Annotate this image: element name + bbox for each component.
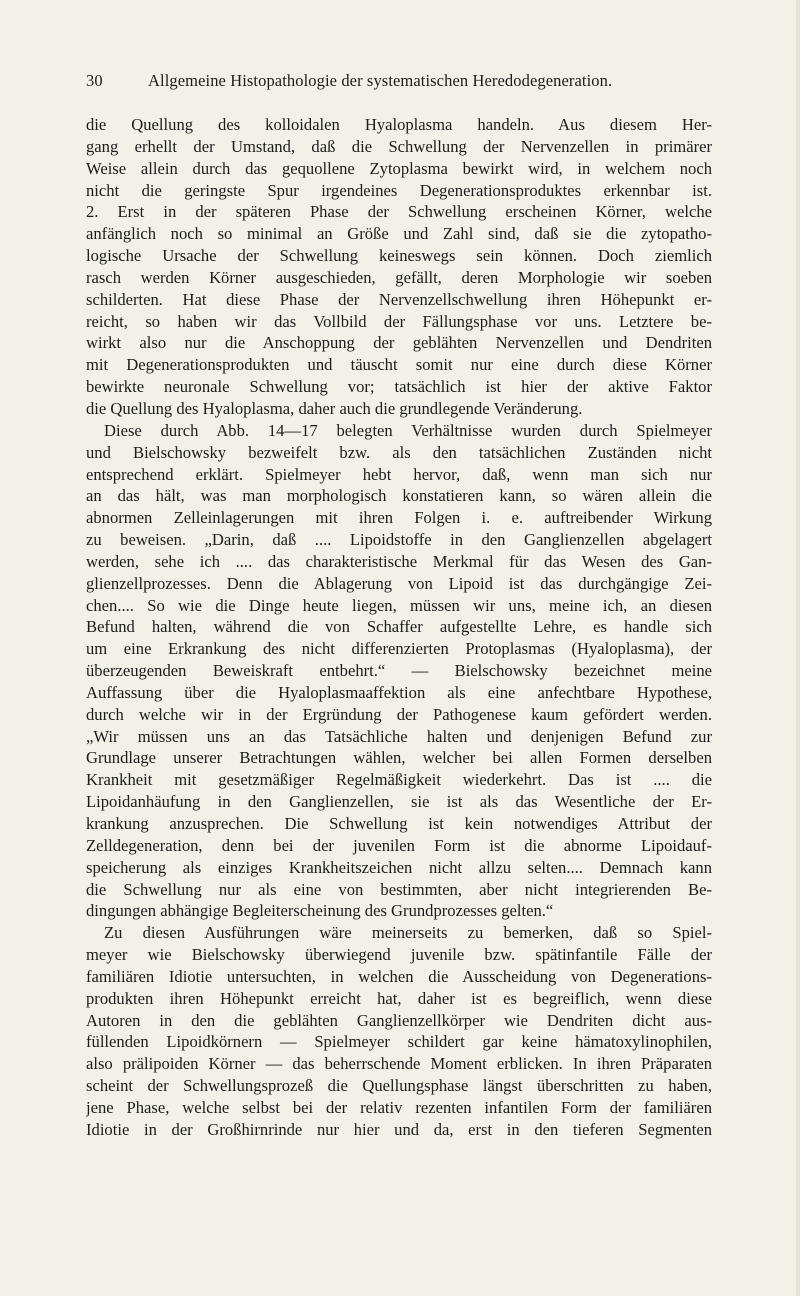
body-text	[86, 114, 712, 1141]
text-line: Weise allein durch das gequollene Zytoplasma bewirkt wird, in welchem noch	[86, 158, 712, 178]
text-line: schilderten. Hat diese Phase der Nervenzellschwellung ihren Höhepunkt er-	[86, 289, 712, 309]
text-line: reicht, so haben wir das Vollbild der Fällungsphase vor uns. Letztere be-	[86, 311, 712, 331]
text-line: also prälipoiden Körner — das beherrschende Moment erblicken. In ihren Präparaten	[86, 1054, 712, 1074]
running-header	[86, 71, 712, 91]
text-line: logische Ursache der Schwellung keineswegs sein können. Doch ziemlich	[86, 246, 712, 266]
page-number: 30	[86, 71, 103, 90]
text-line: speicherung als einziges Krankheitszeichen nicht allzu selten.... Demnach kann	[86, 857, 712, 877]
text-line: 2. Erst in der späteren Phase der Schwellung erscheinen Körner, welche	[86, 202, 712, 222]
text-line: „Wir müssen uns an das Tatsächliche halten und denjenigen Befund zur	[86, 726, 712, 746]
text-line: Autoren in den die geblähten Ganglienzellkörper wie Dendriten dicht aus-	[86, 1010, 712, 1030]
text-line: scheint der Schwellungsprozeß die Quellungsphase längst überschritten zu haben,	[86, 1076, 712, 1096]
text-line: Diese durch Abb. 14—17 belegten Verhältnisse wurden durch Spielmeyer	[104, 420, 712, 440]
text-line: überzeugenden Beweiskraft entbehrt.“ — Bielschowsky bezeichnet meine	[86, 661, 712, 681]
text-line: bewirkte neuronale Schwellung vor; tatsächlich ist hier der aktive Faktor	[86, 377, 712, 397]
text-line: Zu diesen Ausführungen wäre meinerseits zu bemerken, daß so Spiel-	[104, 923, 712, 943]
text-line: wirkt also nur die Anschoppung der geblähten Nervenzellen und Dendriten	[86, 333, 712, 353]
text-line: dingungen abhängige Begleiterscheinung des Grundprozesses gelten.“	[86, 901, 554, 921]
text-line: gang erhellt der Umstand, daß die Schwellung der Nervenzellen in primärer	[86, 136, 712, 156]
text-line: an das hält, was man morphologisch konstatieren kann, so wären allein die	[86, 486, 712, 506]
text-line: nicht die geringste Spur irgendeines Degenerationsproduktes erkennbar ist.	[86, 180, 712, 200]
text-line: abnormen Zelleinlagerungen mit ihren Folgen i. e. auftreibender Wirkung	[86, 508, 712, 528]
text-line: produkten ihren Höhepunkt erreicht hat, daher ist es begreiflich, wenn diese	[86, 988, 712, 1008]
text-line: die Quellung des Hyaloplasma, daher auch die grundlegende Veränderung.	[86, 398, 583, 418]
text-line: um eine Erkrankung des nicht differenzierten Protoplasmas (Hyaloplasma), der	[86, 639, 712, 659]
text-line: werden, sehe ich .... das charakteristische Merkmal für das Wesen des Gan-	[86, 551, 712, 571]
text-line: jene Phase, welche selbst bei der relativ rezenten infantilen Form der familiären	[86, 1097, 712, 1117]
text-line: Krankheit mit gesetzmäßiger Regelmäßigkeit wiederkehrt. Das ist .... die	[86, 770, 712, 790]
text-line: Befund halten, während die von Schaffer aufgestellte Lehre, es handle sich	[86, 617, 712, 637]
text-line: Lipoidanhäufung in den Ganglienzellen, sie ist als das Wesentliche der Er-	[86, 792, 712, 812]
page-edge	[796, 0, 800, 1296]
text-line: anfänglich noch so minimal an Größe und Zahl sind, daß sie die zytopatho-	[86, 224, 712, 244]
text-line: chen.... So wie die Dinge heute liegen, müssen wir uns, meine ich, an diesen	[86, 595, 712, 615]
text-line: Auffassung über die Hyaloplasmaaffektion als eine anfechtbare Hypothese,	[86, 682, 712, 702]
running-title: Allgemeine Histopathologie der systematischen Heredodegeneration.	[148, 71, 613, 90]
text-line: Idiotie in der Großhirnrinde nur hier und da, erst in den tieferen Segmenten	[86, 1119, 712, 1139]
text-line: glienzellprozesses. Denn die Ablagerung von Lipoid ist das durchgängige Zei-	[86, 573, 712, 593]
text-line: füllenden Lipoidkörnern — Spielmeyer schildert gar keine hämatoxylinophilen,	[86, 1032, 712, 1052]
text-line: rasch werden Körner ausgeschieden, gefällt, deren Morphologie wir soeben	[86, 267, 712, 287]
text-line: entsprechend erklärt. Spielmeyer hebt hervor, daß, wenn man sich nur	[86, 464, 712, 484]
text-line: durch welche wir in der Ergründung der Pathogenese kaum gefördert werden.	[86, 704, 712, 724]
text-line: die Schwellung nur als eine von bestimmten, aber nicht integrierenden Be-	[86, 879, 712, 899]
text-line: Grundlage unserer Betrachtungen wählen, welcher bei allen Formen derselben	[86, 748, 712, 768]
text-line: krankung anzusprechen. Die Schwellung ist kein notwendiges Attribut der	[86, 814, 712, 833]
text-line: die Quellung des kolloidalen Hyaloplasma handeln. Aus diesem Her-	[86, 115, 712, 134]
text-line: mit Degenerationsprodukten und täuscht somit nur eine durch diese Körner	[86, 355, 712, 375]
text-line: und Bielschowsky bezweifelt bzw. als den tatsächlichen Zuständen nicht	[86, 442, 712, 462]
text-line: meyer wie Bielschowsky überwiegend juvenile bzw. spätinfantile Fälle der	[86, 945, 712, 965]
text-line: zu beweisen. „Darin, daß .... Lipoidstoffe in den Ganglienzellen abgelagert	[86, 530, 712, 550]
text-line: Zelldegeneration, denn bei der juvenilen Form ist die abnorme Lipoidauf-	[86, 835, 712, 855]
text-line: familiären Idiotie untersuchten, in welchen die Ausscheidung von Degenerations-	[86, 966, 712, 986]
